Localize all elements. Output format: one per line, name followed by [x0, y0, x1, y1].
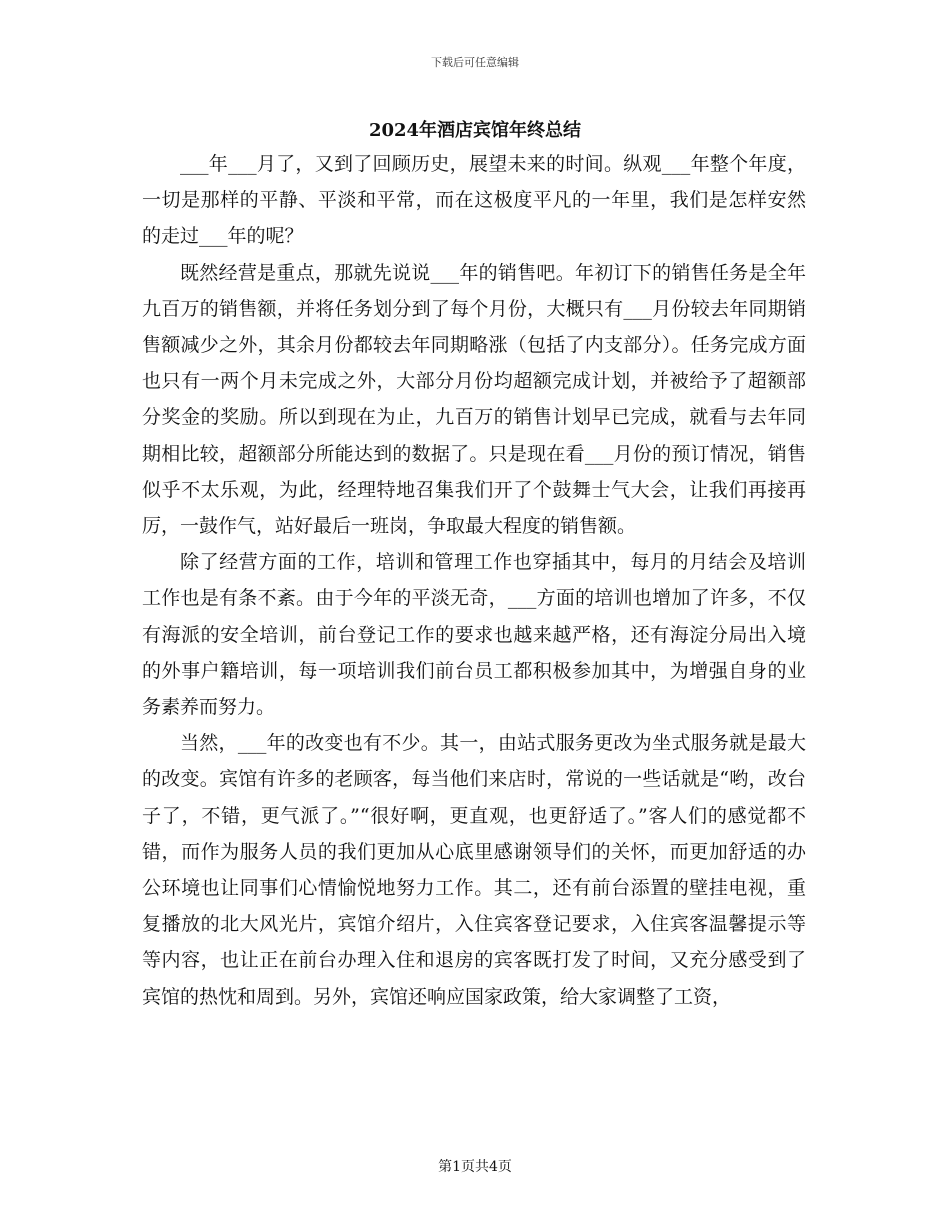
header-note: 下载后可任意编辑 — [431, 56, 519, 69]
paragraph-3: 除了经营方面的工作，培训和管理工作也穿插其中，每月的月结会及培训工作也是有条不紊。由于今年的平淡无奇，___方面的培训也增加了许多，不仅有海派的安全培训，前台登记工作的要求也越来越严格，还有海淀分局出入境的外事户籍培训，每一项培训我们前台员工都积极参加其中，为增强自身的业务素养而努力。 — [142, 551, 806, 719]
paragraph-4: 当然，___年的改变也有不少。其一，由站式服务更改为坐式服务就是最大的改变。宾馆有许多的老顾客，每当他们来店时，常说的一些话就是“哟，改台子了，不错，更气派了。”“很好啊，更直观，也更舒适了。”客人们的感觉都不错，而作为服务人员的我们更加从心底里感谢领导们的关怀，而更加舒适的办公环境也让同事们心情愉悦地努力工作。其二，还有前台添置的壁挂电视，重复播放的北大风光片，宾馆介绍片，入住宾客登记要求，入住宾客温馨提示等等内容，也让正在前台办理入住和退房的宾客既打发了时间，又充分感受到了宾馆的热忱和周到。另外，宾馆还响应国家政策，给大家调整了工资， — [142, 732, 806, 1008]
document-body — [142, 146, 806, 1015]
page-footer: 第1页共4页 — [438, 1159, 512, 1175]
document-title: 2024年酒店宾馆年终总结 — [368, 120, 582, 141]
paragraph-2: 既然经营是重点，那就先说说___年的销售吧。年初订下的销售任务是全年九百万的销售额，并将任务划分到了每个月份，大概只有___月份较去年同期销售额减少之外，其余月份都较去年同期略涨（包括了内支部分）。任务完成方面也只有一两个月未完成之外，大部分月份均超额完成计划，并被给予了超额部分奖金的奖励。所以到现在为止，九百万的销售计划早已完成，就看与去年同期相比较，超额部分所能达到的数据了。只是现在看___月份的预订情况，销售似乎不太乐观，为此，经理特地召集我们开了个鼓舞士气大会，让我们再接再厉，一鼓作气，站好最后一班岗，争取最大程度的销售额。 — [142, 261, 806, 538]
paragraph-1: ___年___月了，又到了回顾历史，展望未来的时间。纵观___年整个年度，一切是那样的平静、平淡和平常，而在这极度平凡的一年里，我们是怎样安然的走过___年的呢？ — [142, 153, 806, 248]
